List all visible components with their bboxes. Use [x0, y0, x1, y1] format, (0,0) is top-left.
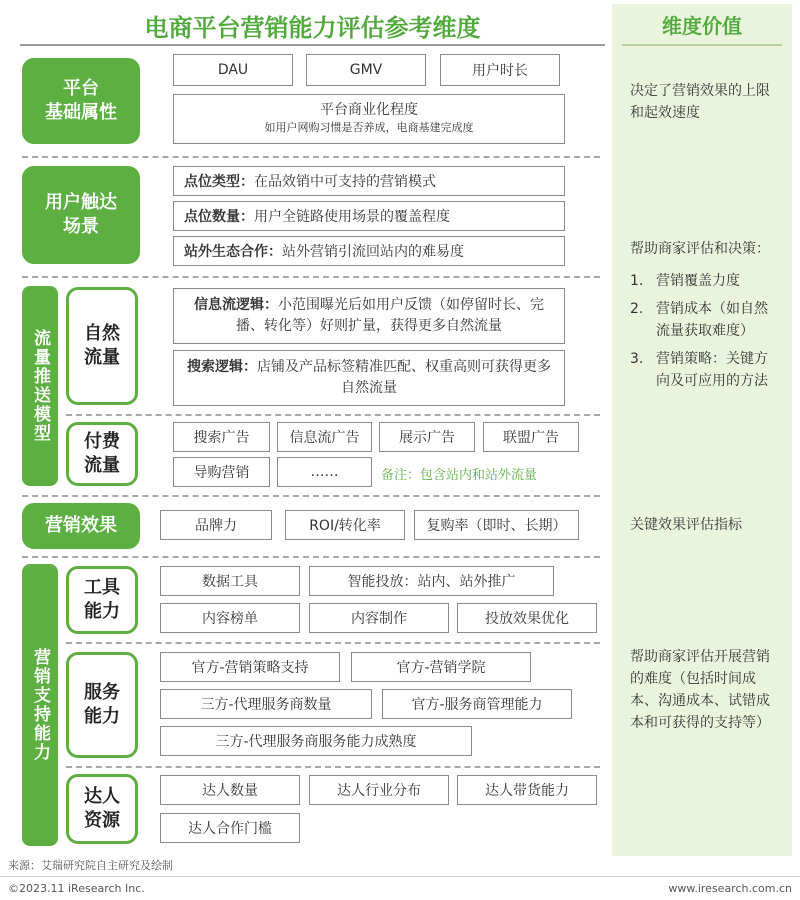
gmv-box: GMV — [306, 54, 426, 86]
support-value-text: 帮助商家评估开展营销的难度（包括时间成本、沟通成本、试错成本和可获得的支持等） — [630, 649, 770, 731]
service-box: 官方-营销策略支持 — [160, 652, 340, 682]
service-box: 官方-营销学院 — [351, 652, 531, 682]
kol-label: 达人 资源 — [66, 774, 138, 844]
middle-value-item: 1. 营销覆盖力度 — [630, 273, 740, 289]
middle-value-list — [630, 270, 780, 392]
reach-item — [173, 166, 565, 196]
reach-item — [173, 236, 565, 266]
traffic-model-label: 流量推送模型 — [22, 286, 58, 486]
dau-box: DAU — [173, 54, 293, 86]
paid-traffic-label: 付费 流量 — [66, 422, 138, 486]
display-ads-box: 展示广告 — [379, 422, 475, 452]
tool-box: 数据工具 — [160, 566, 300, 596]
platform-value-text: 决定了营销效果的上限和起效速度 — [630, 83, 770, 121]
roi-box: ROI/转化率 — [285, 510, 405, 540]
middle-value-block — [630, 238, 780, 398]
natural-traffic-item — [173, 350, 565, 406]
user-reach-label: 用户触达 场景 — [22, 166, 140, 264]
tool-box: 投放效果优化 — [457, 603, 597, 633]
section-divider — [22, 156, 600, 158]
kol-box: 达人合作门槛 — [160, 813, 300, 843]
middle-value-item: 2. 营销成本（如自然流量获取难度） — [630, 301, 768, 339]
reach-item-key: 点位类型： — [184, 174, 254, 190]
user-duration-box: 用户时长 — [440, 54, 560, 86]
natural-item-text: 小范围曝光后如用户反馈（如停留时长、完播、转化等）好则扩量，获得更多自然流量 — [236, 297, 544, 334]
service-box: 三方-代理服务商服务能力成熟度 — [160, 726, 472, 756]
service-label: 服务 能力 — [66, 652, 138, 758]
dimension-value-title: 维度价值 — [662, 14, 742, 38]
source-note: 来源：艾瑞研究院自主研究及绘制 — [8, 859, 173, 872]
tools-label: 工具 能力 — [66, 566, 138, 634]
reach-item-key: 站外生态合作： — [184, 244, 282, 260]
marketing-support-label: 营销支持能力 — [22, 564, 58, 846]
search-ads-box: 搜索广告 — [173, 422, 270, 452]
affiliate-ads-box: 联盟广告 — [483, 422, 579, 452]
subsection-divider — [66, 642, 600, 644]
tool-box: 内容制作 — [309, 603, 449, 633]
dimension-value-divider — [622, 44, 782, 46]
tool-box: 内容榜单 — [160, 603, 300, 633]
copyright: ©2023.11 iResearch Inc. — [8, 882, 145, 895]
middle-value-intro: 帮助商家评估和决策： — [630, 241, 770, 257]
kol-box: 达人带货能力 — [457, 775, 597, 805]
reach-item-text: 用户全链路使用场景的覆盖程度 — [254, 209, 450, 225]
footer-divider — [0, 876, 800, 877]
more-box: …… — [277, 457, 372, 487]
commercialization-box — [173, 94, 565, 144]
tool-box: 智能投放：站内、站外推广 — [309, 566, 554, 596]
reach-item-text: 站外营销引流回站内的难易度 — [282, 244, 464, 260]
title-divider — [20, 44, 605, 46]
commercialization-title: 平台商业化程度 — [320, 102, 418, 118]
natural-item-key: 搜索逻辑： — [187, 359, 257, 375]
natural-traffic-label: 自然 流量 — [66, 287, 138, 405]
reach-item-key: 点位数量： — [184, 209, 254, 225]
natural-item-text: 店铺及产品标签精准匹配、权重高则可获得更多自然流量 — [257, 359, 551, 396]
commercialization-subtitle: 如用户网购习惯是否养成，电商基建完成度 — [264, 121, 474, 134]
subsection-divider — [66, 414, 600, 416]
service-box: 三方-代理服务商数量 — [160, 689, 372, 719]
kol-box: 达人数量 — [160, 775, 300, 805]
shopping-guide-box: 导购营销 — [173, 457, 270, 487]
platform-attributes-label: 平台 基础属性 — [22, 58, 140, 144]
natural-traffic-item — [173, 288, 565, 344]
kol-box: 达人行业分布 — [309, 775, 449, 805]
website: www.iresearch.com.cn — [668, 882, 792, 895]
repurchase-box: 复购率（即时、长期） — [414, 510, 579, 540]
reach-item-text: 在品效销中可支持的营销模式 — [254, 174, 436, 190]
marketing-effect-label: 营销效果 — [22, 503, 140, 549]
natural-item-key: 信息流逻辑： — [194, 297, 278, 313]
section-divider — [22, 556, 600, 558]
feed-ads-box: 信息流广告 — [277, 422, 372, 452]
brand-power-box: 品牌力 — [160, 510, 272, 540]
page-title: 电商平台营销能力评估参考维度 — [144, 14, 481, 42]
section-divider — [22, 276, 600, 278]
effect-value-text: 关键效果评估指标 — [630, 517, 742, 533]
subsection-divider — [66, 766, 600, 768]
section-divider — [22, 495, 600, 497]
reach-item — [173, 201, 565, 231]
service-box: 官方-服务商管理能力 — [382, 689, 572, 719]
middle-value-item: 3. 营销策略：关键方向及可应用的方法 — [630, 351, 768, 389]
paid-traffic-note: 备注：包含站内和站外流量 — [381, 468, 538, 483]
